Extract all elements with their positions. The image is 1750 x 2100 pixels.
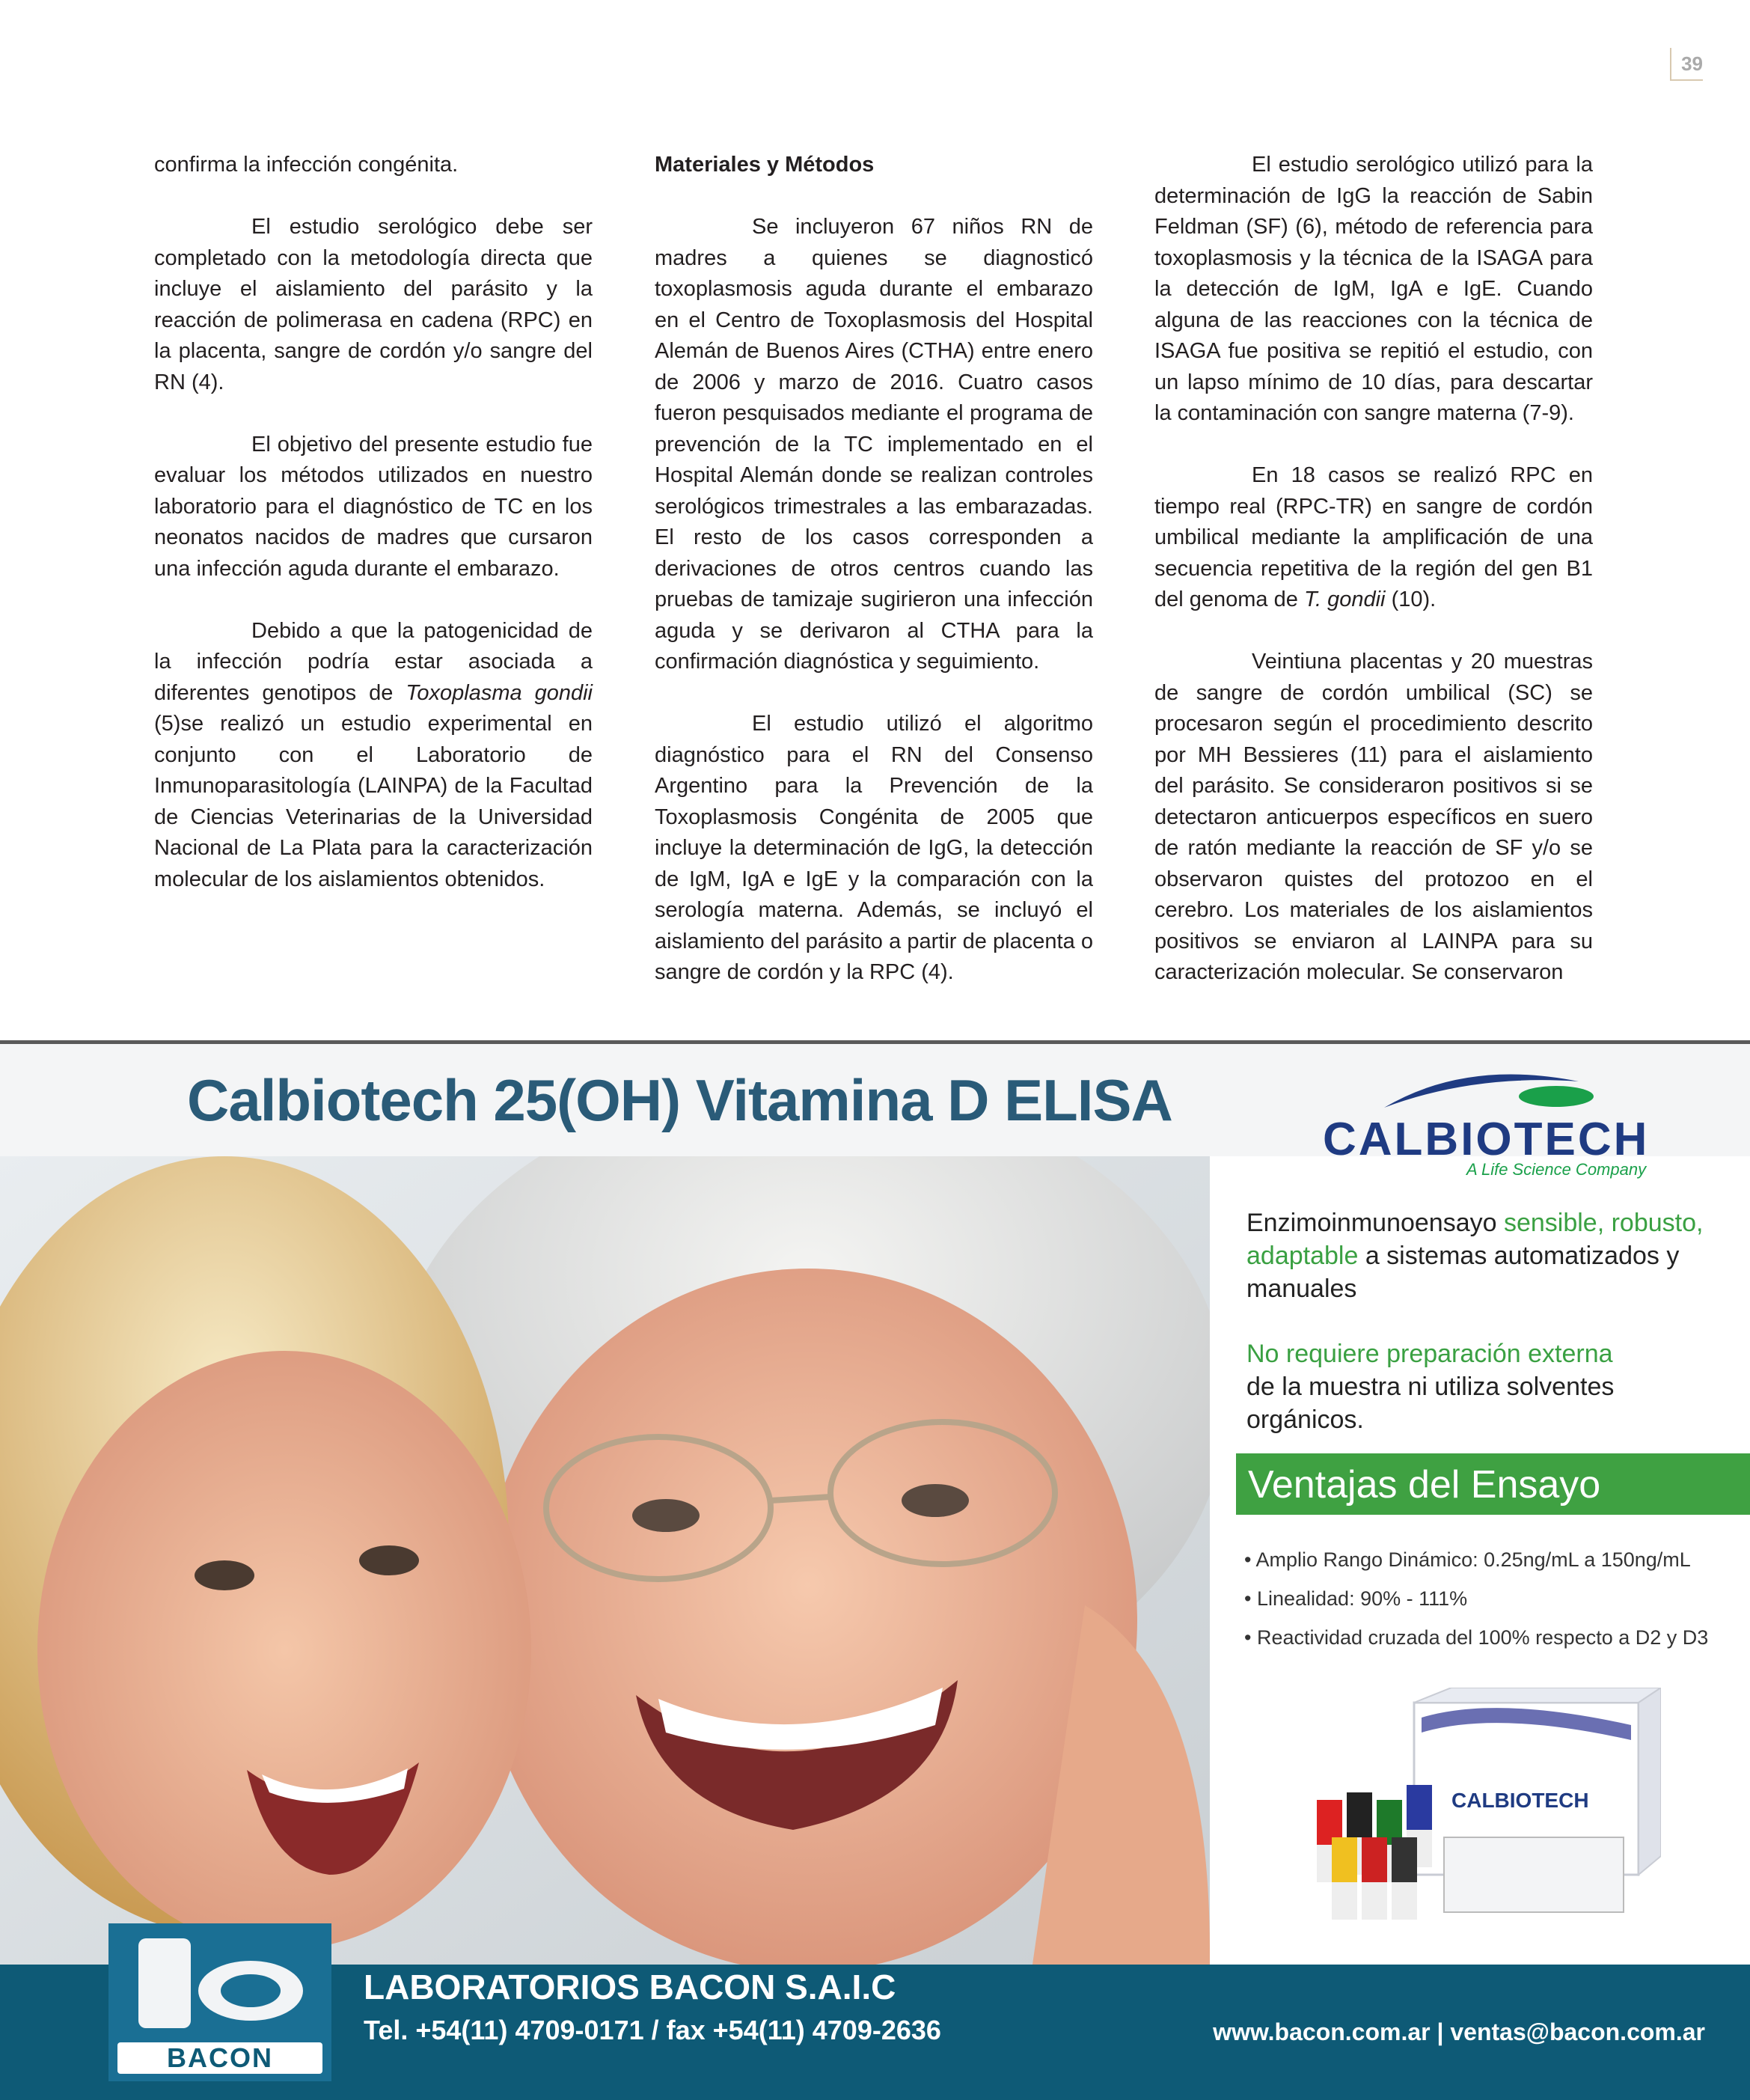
bacon-logo-word: BACON <box>117 2042 322 2074</box>
section-heading: Materiales y Métodos <box>655 153 875 177</box>
lab-phone: Tel. +54(11) 4709-0171 / fax +54(11) 4709-2636 <box>364 2015 941 2045</box>
ventajas-list <box>1244 1540 1708 1657</box>
article-column-2 <box>655 150 1093 1019</box>
ad-description-1: Enzimoinmunoensayo sensible, robusto, adaptable a sistemas automatizados y manuales <box>1246 1209 1704 1303</box>
product-kit-image <box>1302 1688 1661 1927</box>
paragraph: En 18 casos se realizó RPC en tiempo real (RPC-TR) en sangre de cordón umbilical mediante la amplificación de una secuencia repetitiva de la región del gen B1 del genoma de T. gondii (10). <box>1154 463 1593 611</box>
kit-box-label: CALBIOTECH <box>1451 1789 1589 1812</box>
paragraph: El estudio utilizó el algoritmo diagnóstico para el RN del Consenso Argentino para la Prevención de la Toxoplasmosis Congénita de 2005 que incluye la determinación de IgG, la detección de IgM, IgA e IgE y la comparación con la serología materna. Además, se incluyó el aislamiento del parásito a partir de placenta o sangre de cordón y la RPC (4). <box>655 712 1093 984</box>
list-item: • Reactividad cruzada del 100% respecto a D2 y D3 <box>1244 1626 1709 1649</box>
paragraph: confirma la infección congénita. <box>154 153 459 177</box>
bacon-logo <box>108 1923 331 2081</box>
paragraph: El objetivo del presente estudio fue evaluar los métodos utilizados en nuestro laboratorio para el diagnóstico de TC en los neonatos nacidos de madres que cursaron una infección aguda durante el embarazo. <box>154 432 593 581</box>
logo-name: CALBIOTECH <box>1323 1114 1650 1165</box>
article-column-3 <box>1154 150 1593 1019</box>
paragraph: Se incluyeron 67 niños RN de madres a quienes se diagnosticó toxoplasmosis aguda durante el embarazo en el Centro de Toxoplasmosis del Hospital Alemán de Buenos Aires (CTHA) entre enero de 2006 y marzo de 2016. Cuatro casos fueron pesquisados mediante el programa de prevención de la TC implementado en el Hospital Alemán donde se realizan controles serológicos trimestrales a las embarazadas. El resto de los casos corresponden a derivaciones de otros centros cuando las pruebas de tamizaje sugirieron una infección aguda y se derivaron al CTHA para la confirmación diagnóstica y seguimiento. <box>655 215 1093 674</box>
list-item: • Amplio Rango Dinámico: 0.25ng/mL a 150ng/mL <box>1244 1548 1691 1571</box>
list-item: • Linealidad: 90% - 111% <box>1244 1587 1468 1610</box>
paragraph: El estudio serológico utilizó para la determinación de IgG la reacción de Sabin Feldman (SF) (6), método de referencia para toxoplasmosis y la técnica de la ISAGA para la detección de IgM, IgA e IgE. Cuando alguna de las reacciones con la técnica de ISAGA fue positiva se repitió el estudio, con un lapso mínimo de 10 días, para descartar la contaminación con sangre materna (7-9). <box>1154 153 1593 425</box>
lab-contact-link[interactable]: www.bacon.com.ar | ventas@bacon.com.ar <box>1213 2018 1705 2045</box>
calbiotech-logo <box>1317 1066 1661 1179</box>
paragraph: Veintiuna placentas y 20 muestras de sangre de cordón umbilical (SC) se procesaron según el procedimiento descrito por MH Bessieres (11) para el aislamiento del parásito. Se consideraron positivos si se detectaron anticuerpos específicos en suero de ratón mediante la reacción de SF y/o se observaron quistes del protozoo en el cerebro. Los materiales de los aislamientos positivos se enviaron al LAINPA para su caracterización molecular. Se conservaron <box>1154 650 1593 984</box>
ventajas-banner: Ventajas del Ensayo <box>1236 1453 1750 1515</box>
lab-name: LABORATORIOS BACON S.A.I.C <box>364 1968 896 2006</box>
page-number: 39 <box>1670 48 1703 81</box>
paragraph: Debido a que la patogenicidad de la infección podría estar asociada a diferentes genotipos de Toxoplasma gondii (5)se realizó un estudio experimental en conjunto con el Laboratorio de Inmunoparasitología (LAINPA) de la Facultad de Ciencias Veterinarias de la Universidad Nacional de La Plata para la caracterización molecular de los aislamientos obtenidos. <box>154 618 593 891</box>
paragraph: El estudio serológico debe ser completado con la metodología directa que incluye el aislamiento del parásito y la reacción de polimerasa en cadena (RPC) en la placenta, sangre de cordón y/o sangre del RN (4). <box>154 215 593 394</box>
ad-title: Calbiotech 25(OH) Vitamina D ELISA <box>187 1067 1172 1133</box>
ad-photo <box>0 1156 1210 1965</box>
article-column-1 <box>154 150 593 927</box>
ad-description-2: No requiere preparación externa de la muestra ni utiliza solventes orgánicos. <box>1246 1340 1615 1434</box>
logo-tagline: A Life Science Company <box>1466 1160 1647 1179</box>
